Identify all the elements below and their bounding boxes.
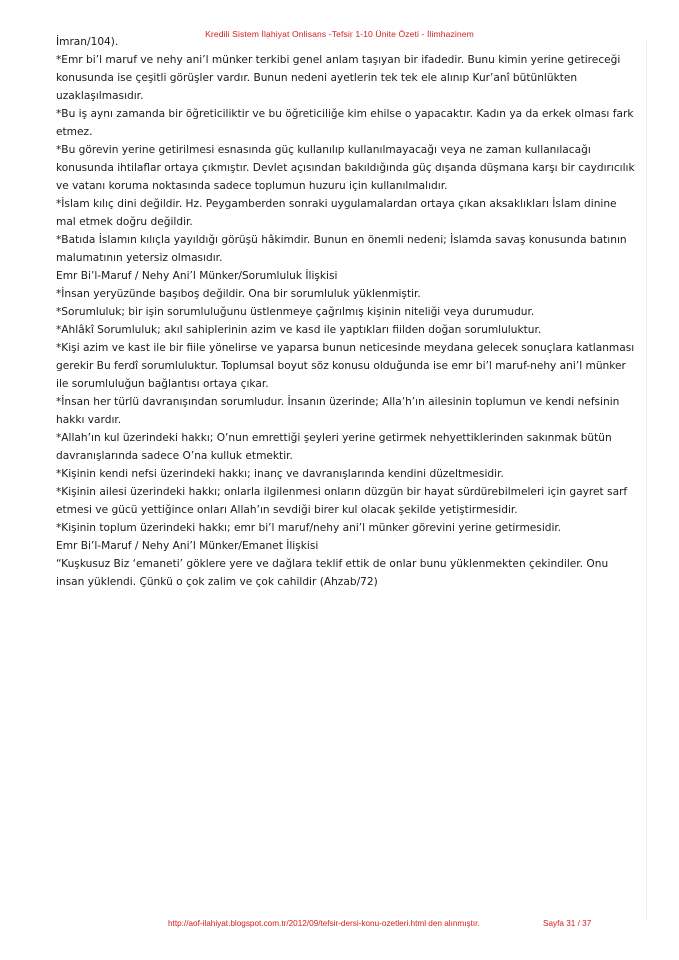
- paragraph: *Ahlâkî Sorumluluk; akıl sahiplerinin azim ve kasd ile yaptıkları fiilden doğan sorumluluktur.: [56, 324, 542, 336]
- paragraph: *Batıda İslamın kılıçla yayıldığı görüşü hâkimdir. Bunun en önemli nedeni; İslamda savaş konusunda batının malumatının yetersiz olmasıdır.: [56, 234, 627, 264]
- paragraph: *İnsan her türlü davranışından sorumludur. İnsanın üzerinde; Alla’h’ın ailesinin toplumun ve kendi nefsinin hakkı vardır.: [56, 396, 620, 426]
- section-heading: Emr Bi’l-Maruf / Nehy Ani’l Münker/Sorumluluk İlişkisi: [56, 270, 338, 282]
- paragraph: *Allah’ın kul üzerindeki hakkı; O’nun emrettiği şeyleri yerine getirmek nehyettiklerinden sakınmak bütün davranışlarında sadece O’na kulluk etmektir.: [56, 432, 612, 462]
- paragraph: *Kişinin kendi nefsi üzerindeki hakkı; inanç ve davranışlarında kendini düzeltmesidir.: [56, 468, 504, 480]
- paragraph: *İslam kılıç dini değildir. Hz. Peygamberden sonraki uygulamalardan ortaya çıkan aksaklıkları İslam dinine mal etmek doğru değildir.: [56, 198, 617, 228]
- paragraph: *Kişinin toplum üzerindeki hakkı; emr bi’l maruf/nehy ani’l münker görevini yerine getirmesidir.: [56, 522, 562, 534]
- paragraph: *Bu iş aynı zamanda bir öğreticiliktir ve bu öğreticiliğe kim ehilse o yapacaktır. Kadın ya da erkek olması fark etmez.: [56, 108, 634, 138]
- quote-paragraph: “Kuşkusuz Biz ‘emaneti’ göklere yere ve dağlara teklif ettik de onlar bunu yüklenmekten çekindiler. Onu insan yüklendi. Çünkü o çok zalim ve çok cahildir (Ahzab/72): [56, 558, 609, 588]
- paragraph: *Kişi azim ve kast ile bir fiile yönelirse ve yaparsa bunun neticesinde meydana gelecek sonuçlara katlanması gerekir Bu ferdî sorumluluktur. Toplumsal boyut söz konusu olduğunda ise emr bi’l maruf-nehy ani’l münker ile sorumluluğun bağlantısı ortaya çıkar.: [56, 342, 635, 390]
- page-header: Kredili Sistem İlahiyat Onlisans -Tefsir 1-10 Ünite Özeti - İlimhazinem: [205, 29, 474, 39]
- paragraph: *Sorumluluk; bir işin sorumluluğunu üstlenmeye çağrılmış kişinin niteliği veya durumudur.: [56, 306, 535, 318]
- document-body: [56, 33, 636, 591]
- paragraph: *Bu görevin yerine getirilmesi esnasında güç kullanılıp kullanılmayacağı veya ne zaman kullanılacağı konusunda ihtilaflar ortaya çıkmıştır. Devlet açısından bakıldığında güç dışanda düşmana karşı bir caydırıcılık ve vatanı koruma noktasında sadece toplumun huzuru için kullanılmalıdır.: [56, 144, 635, 192]
- section-heading: Emr Bi’l-Maruf / Nehy Ani’l Münker/Emanet İlişkisi: [56, 540, 319, 552]
- page-edge-rule: [646, 40, 647, 920]
- paragraph: *Kişinin ailesi üzerindeki hakkı; onlarla ilgilenmesi onların düzgün bir hayat sürdürebilmeleri için gayret sarf etmesi ve gücü yettiğince onları Allah’ın sevdiği birer kul olacak şekilde yetiştirmesidir.: [56, 486, 628, 516]
- paragraph: *Emr bi’l maruf ve nehy ani’l münker terkibi genel anlam taşıyan bir ifadedir. Bunu kimin yerine getireceği konusunda ise çeşitli görüşler vardır. Bunun nedeni ayetlerin tek tek ele alınıp Kur’anî bütünlükten uzaklaşılmasıdır.: [56, 54, 621, 102]
- source-url: http://aof-ilahiyat.blogspot.com.tr/2012/09/tefsir-dersi-konu-ozetleri.html den alınmıştır.: [168, 919, 480, 928]
- continued-line: İmran/104).: [56, 36, 119, 48]
- page-number: Sayfa 31 / 37: [543, 919, 592, 928]
- paragraph: *İnsan yeryüzünde başıboş değildir. Ona bir sorumluluk yüklenmiştir.: [56, 288, 421, 300]
